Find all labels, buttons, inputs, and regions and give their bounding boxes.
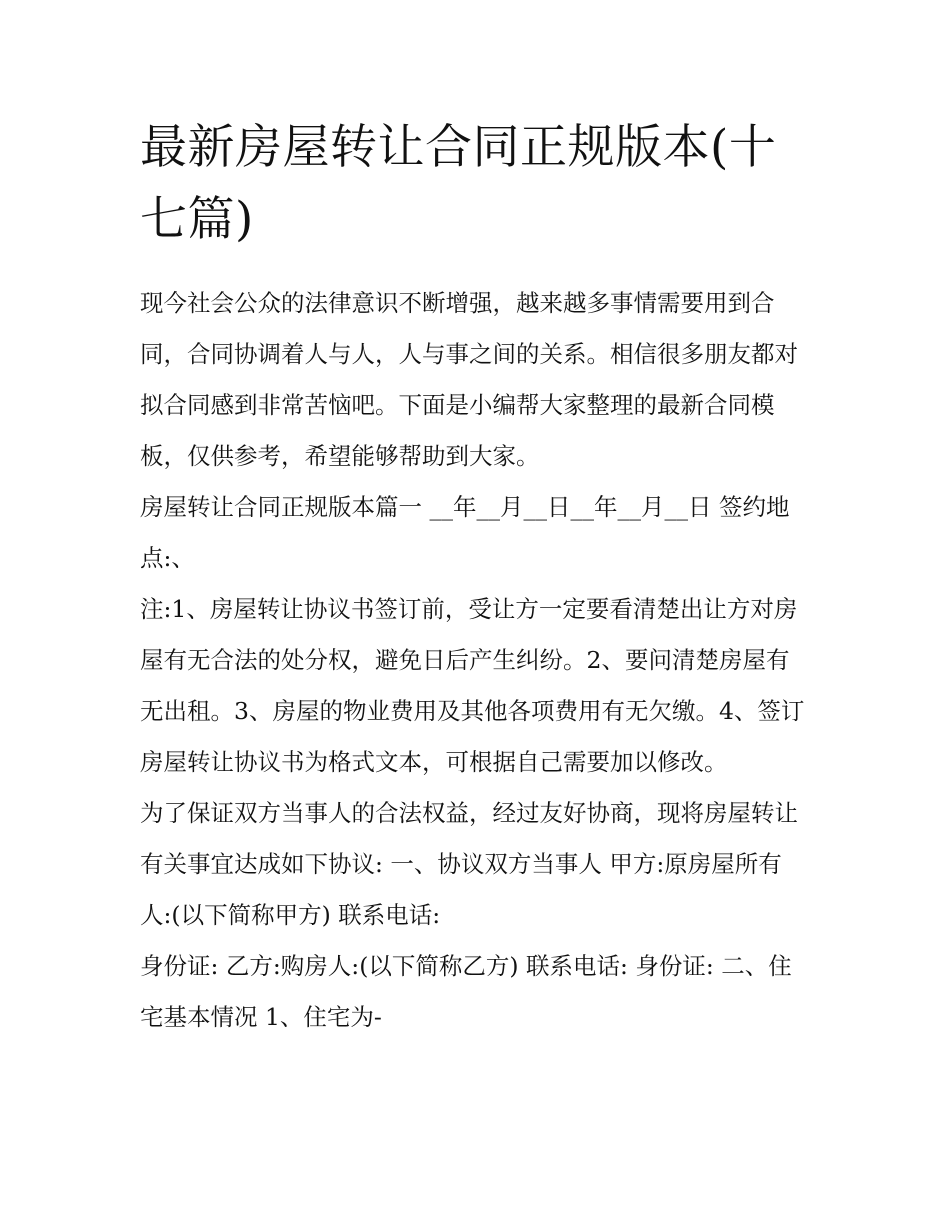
agreement-paragraph: 为了保证双方当事人的合法权益，经过友好协商，现将房屋转让有关事宜达成如下协议: 一、协议双方当事人 甲方:原房屋所有人:(以下简称甲方) 联系电话: — [140, 799, 798, 929]
contract-heading-paragraph: 房屋转让合同正规版本篇一 __年__月__日__年__月__日 签约地点:、 — [140, 493, 790, 572]
document-page — [140, 112, 812, 1043]
document-title: 最新房屋转让合同正规版本(十七篇) — [140, 120, 777, 247]
parties-paragraph: 身份证: 乙方:购房人:(以下简称乙方) 联系电话: 身份证: 二、住宅基本情况 1、住宅为- — [140, 952, 792, 1031]
notes-paragraph: 注:1、房屋转让协议书签订前，受让方一定要看清楚出让方对房屋有无合法的处分权，避免日后产生纠纷。2、要问清楚房屋有无出租。3、房屋的物业费用及其他各项费用有无欠缴。4、签订房屋转让协议书为格式文本，可根据自己需要加以修改。 — [140, 595, 805, 776]
intro-paragraph: 现今社会公众的法律意识不断增强，越来越多事情需要用到合同，合同协调着人与人，人与事之间的关系。相信很多朋友都对拟合同感到非常苦恼吧。下面是小编帮大家整理的最新合同模板，仅供参考，希望能够帮助到大家。 — [140, 289, 798, 470]
